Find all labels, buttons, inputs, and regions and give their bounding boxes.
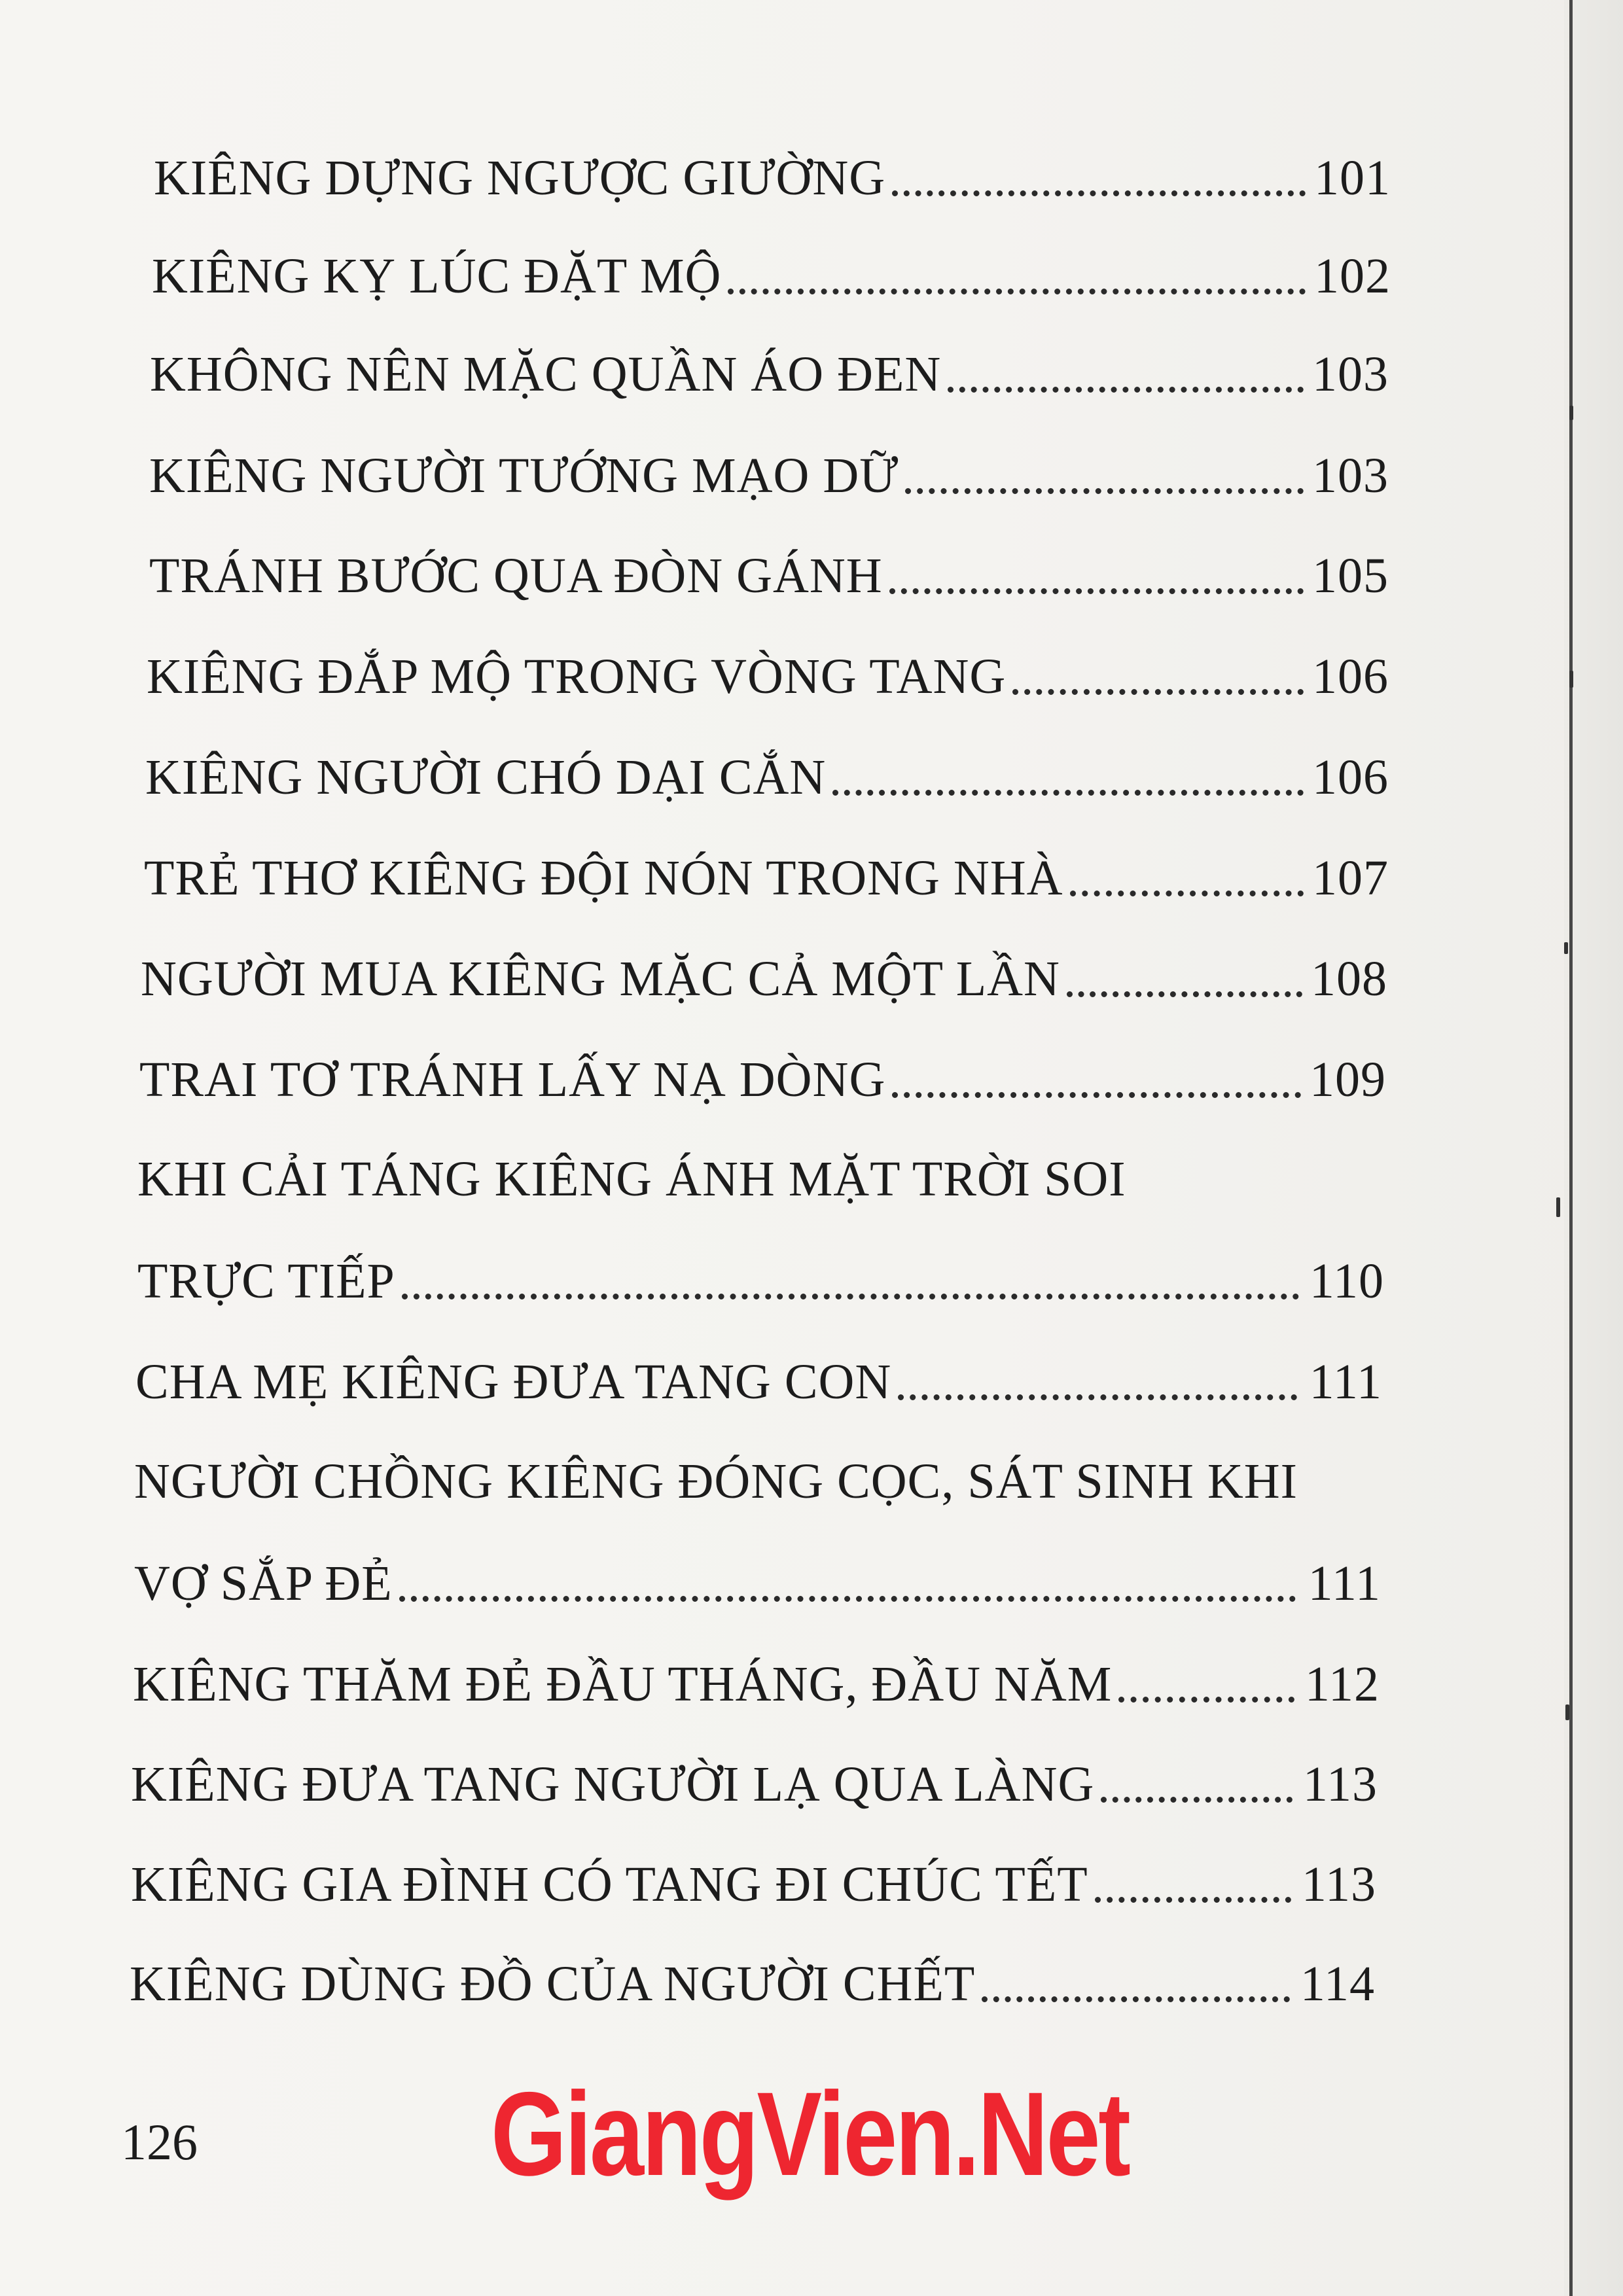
toc-entry-page: 103 xyxy=(1312,448,1389,503)
toc-entry xyxy=(134,1536,1381,1611)
toc-entry-first-line xyxy=(134,1434,1381,1509)
toc-entry-title: KIÊNG KỴ LÚC ĐẶT MỘ xyxy=(152,249,722,304)
toc-entry xyxy=(150,327,1389,402)
toc-entry-title: KHI CẢI TÁNG KIÊNG ÁNH MẶT TRỜI SOI xyxy=(137,1152,1126,1207)
toc-entry xyxy=(147,629,1389,704)
dot-leader xyxy=(1067,991,1302,997)
toc-entry-first-line xyxy=(137,1132,1384,1207)
dot-leader xyxy=(889,588,1304,594)
dot-leader xyxy=(892,1092,1301,1098)
toc-entry-page: 103 xyxy=(1312,347,1389,402)
toc-entry-title: CHA MẸ KIÊNG ĐƯA TANG CON xyxy=(135,1354,892,1409)
toc-entry-page: 105 xyxy=(1312,548,1389,603)
dot-leader xyxy=(905,488,1304,494)
toc-entry-page: 101 xyxy=(1314,150,1391,205)
toc-entry-title: NGƯỜI CHỒNG KIÊNG ĐÓNG CỌC, SÁT SINH KHI xyxy=(134,1454,1298,1509)
toc-entry-title: KIÊNG NGƯỜI TƯỚNG MẠO DỮ xyxy=(149,448,899,503)
toc-entry-page: 102 xyxy=(1314,249,1391,304)
toc-entry-title: KHÔNG NÊN MẶC QUẦN ÁO ĐEN xyxy=(150,347,942,402)
dot-leader xyxy=(1095,1897,1291,1903)
toc-entry xyxy=(131,1837,1376,1912)
toc-entry xyxy=(144,831,1389,906)
toc-entry xyxy=(131,1737,1378,1812)
toc-entry-page: 114 xyxy=(1300,1956,1375,2011)
toc-entry-page: 109 xyxy=(1310,1052,1386,1107)
dot-leader xyxy=(948,387,1304,393)
dot-leader xyxy=(728,289,1306,294)
toc-entry-page: 106 xyxy=(1312,649,1389,704)
toc-entry-page: 113 xyxy=(1301,1857,1376,1912)
dot-leader xyxy=(1101,1797,1293,1803)
dot-leader xyxy=(832,790,1304,796)
toc-entry xyxy=(149,529,1389,601)
toc-entry-page: 112 xyxy=(1304,1657,1380,1712)
toc-entry-page: 111 xyxy=(1308,1556,1381,1611)
toc-entry-title: TRAI TƠ TRÁNH LẤY NẠ DÒNG xyxy=(139,1052,886,1107)
toc-entry xyxy=(152,229,1391,304)
toc-entry-title: TRẺ THƠ KIÊNG ĐỘI NÓN TRONG NHÀ xyxy=(144,851,1063,906)
toc-entry-title: KIÊNG DỰNG NGƯỢC GIƯỜNG xyxy=(154,150,886,205)
toc-entry xyxy=(135,1335,1382,1407)
toc-entry-title: KIÊNG NGƯỜI CHÓ DẠI CẮN xyxy=(145,750,827,805)
toc-entry xyxy=(145,730,1389,805)
toc-entry-title: KIÊNG DÙNG ĐỒ CỦA NGƯỜI CHẾT xyxy=(130,1956,976,2011)
toc-entry-page: 111 xyxy=(1309,1354,1382,1409)
toc-entry-title-continued: TRỰC TIẾP xyxy=(137,1254,395,1309)
toc-entry-title: KIÊNG THĂM ĐẺ ĐẦU THÁNG, ĐẦU NĂM xyxy=(133,1657,1113,1712)
page-number: 126 xyxy=(121,2113,198,2170)
dot-leader xyxy=(1070,891,1304,896)
toc-entry xyxy=(154,131,1391,203)
toc-entry xyxy=(133,1637,1380,1712)
watermark-logo: GiangVien.Net xyxy=(491,2067,1129,2200)
toc-entry-page: 113 xyxy=(1302,1757,1378,1812)
toc-entry-title-continued: VỢ SẮP ĐẺ xyxy=(134,1556,393,1611)
dot-leader xyxy=(1012,689,1304,695)
toc-entry-title: KIÊNG GIA ĐÌNH CÓ TANG ĐI CHÚC TẾT xyxy=(131,1857,1088,1912)
toc-entry-title: KIÊNG ĐẮP MỘ TRONG VÒNG TANG xyxy=(147,649,1007,704)
dot-leader xyxy=(892,190,1306,196)
toc-entry xyxy=(139,1033,1386,1107)
toc-entry-title: TRÁNH BƯỚC QUA ĐÒN GÁNH xyxy=(149,548,883,603)
toc-entry xyxy=(149,429,1389,501)
toc-entry-page: 106 xyxy=(1312,750,1389,805)
dot-leader xyxy=(1118,1697,1294,1703)
dot-leader xyxy=(399,1596,1296,1602)
toc-entry xyxy=(130,1937,1375,2009)
toc-entry xyxy=(141,932,1387,1004)
toc-entry-page: 110 xyxy=(1309,1254,1384,1309)
toc-entry-title: KIÊNG ĐƯA TANG NGƯỜI LẠ QUA LÀNG xyxy=(131,1757,1095,1812)
toc-entry xyxy=(137,1234,1384,1309)
dot-leader xyxy=(402,1294,1299,1299)
dot-leader xyxy=(898,1394,1297,1400)
dot-leader xyxy=(982,1996,1290,2002)
toc-entry-page: 108 xyxy=(1311,951,1387,1006)
toc-entry-title: NGƯỜI MUA KIÊNG MẶC CẢ MỘT LẦN xyxy=(141,951,1060,1006)
toc-entry-page: 107 xyxy=(1312,851,1389,906)
